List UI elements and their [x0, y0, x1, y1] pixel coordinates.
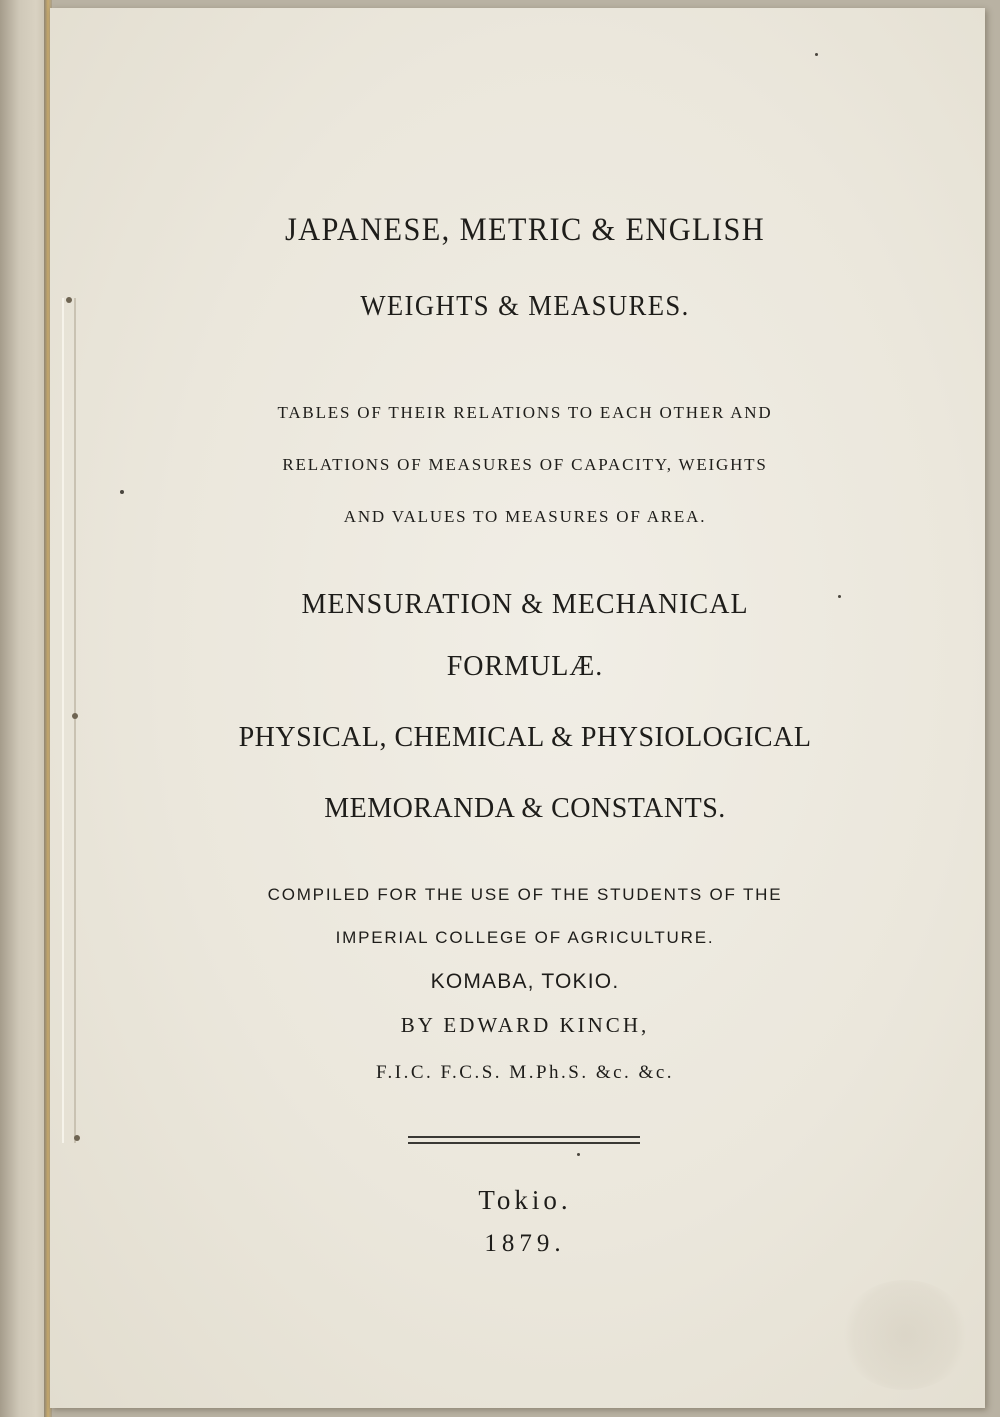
paper-speck: [120, 490, 124, 494]
binding-thread: [62, 298, 76, 1143]
tables-line-3: AND VALUES TO MEASURES OF AREA.: [343, 507, 707, 526]
imprint-year: 1879.: [484, 1230, 566, 1257]
binding-hole-top: [66, 297, 72, 303]
author-line: BY EDWARD KINCH,: [400, 1013, 650, 1037]
double-rule-divider: [408, 1136, 640, 1144]
paper-speck: [838, 595, 841, 598]
left-page-edge: [0, 0, 48, 1417]
tables-line-2: RELATIONS OF MEASURES OF CAPACITY, WEIGHTS: [282, 455, 768, 474]
paper-speck: [815, 53, 818, 56]
faded-stamp-mark: [840, 1280, 970, 1390]
title-line-2: WEIGHTS & MEASURES.: [360, 290, 690, 322]
credentials-line: F.I.C. F.C.S. M.Ph.S. &c. &c.: [375, 1062, 675, 1083]
binding-hole-middle: [72, 713, 78, 719]
physical-line-1: PHYSICAL, CHEMICAL & PHYSIOLOGICAL: [238, 722, 812, 753]
tables-line-1: TABLES OF THEIR RELATIONS TO EACH OTHER AND: [277, 403, 773, 422]
compiled-line-2: IMPERIAL COLLEGE OF AGRICULTURE.: [335, 928, 715, 947]
physical-line-2: MEMORANDA & CONSTANTS.: [324, 793, 726, 824]
title-line-1: JAPANESE, METRIC & ENGLISH: [284, 212, 766, 248]
compiled-line-1: COMPILED FOR THE USE OF THE STUDENTS OF THE: [267, 885, 783, 904]
mensuration-line-1: MENSURATION & MECHANICAL: [301, 589, 749, 620]
paper-speck: [577, 1153, 580, 1156]
mensuration-line-2: FORMULÆ.: [446, 651, 604, 682]
imprint-place: Tokio.: [478, 1185, 572, 1215]
binding-hole-bottom: [74, 1135, 80, 1141]
location-line: KOMABA, TOKIO.: [430, 970, 620, 993]
